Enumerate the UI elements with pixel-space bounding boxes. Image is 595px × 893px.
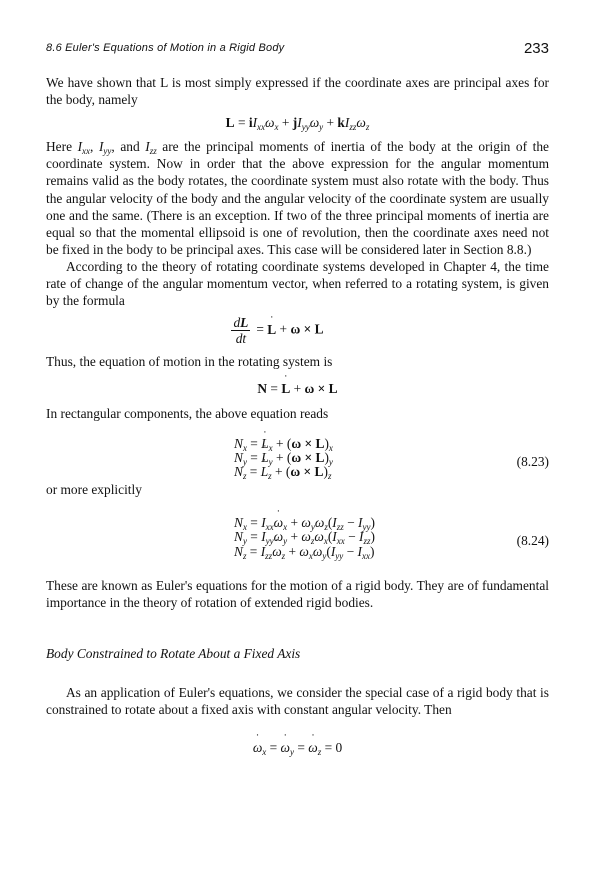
paragraph-rotating-systems: According to the theory of rotating coordinate systems developed in Chapter 4, the time rate of change of the angular momentum vector, when referred to a rotating system, is given by the formula bbox=[46, 258, 549, 309]
equation-8-24-y: $N_y = I_{yy}\omega$ $˙_y + \omega_z\omega_x(I_{xx} - I_{zz})$ bbox=[234, 530, 549, 545]
equation-8-23-x: $N_x = L$ $˙_x + (\omega \times L)_x$ bbox=[234, 437, 549, 451]
equation-angular-momentum: $L = iI_{xx}\omega_x + jI_{yy}\omega_y + kI_{zz}\omega_z$ bbox=[225, 115, 370, 133]
equation-8-23-y: $N_y = L$ $˙_y + (\omega \times L)_y$ bbox=[234, 451, 549, 465]
equation-block-8-24 bbox=[46, 516, 549, 560]
equation-8-23-z: $N_z = L$ $˙_z + (\omega \times L)_z$ bbox=[234, 465, 549, 479]
page-body bbox=[46, 74, 549, 763]
paragraph-application: As an application of Euler's equations, we consider the special case of a rigid body that is constrained to rotate about a fixed axis with constant angular velocity. Then bbox=[46, 685, 549, 718]
equation-8-24-z: $N_z = I_{zz}\omega$ $˙_z + \omega_x\omega_y(I_{yy} - I_{xx})$ bbox=[234, 545, 549, 560]
paragraph-equation-of-motion: Thus, the equation of motion in the rotating system is bbox=[46, 354, 333, 370]
equation-constant-angular-velocity: ω $˙_x = \omega$ $˙_y = \omega$ $˙_z = 0$ bbox=[46, 739, 549, 756]
paragraph-principal-moments: Here $I_{xx}$, $I_{yy}$, and $I_{zz}$ are the principal moments of inertia of the body at the origin of the coordinate system. Now in order that the above expression for the angular momentum remains valid as the body rotates, the coordinate system must also rotate with the body. Thus the angular velocity of the body and the angular velocity of the coordinate system are usually one and the same. (There is an exception. If two of the three principal moments of inertia are equal so that the momental ellipsoid is one of revolution, then the coordinate axes need not be fixed in the body to be principal axes. This case will be considered later in Section 8.8.) bbox=[46, 139, 549, 257]
running-header bbox=[46, 40, 549, 60]
paragraph-principal-moments-text: are the principal moments of inertia of the body at the origin of the coordinate system. Now in order that the above expression for the angular momentum remains valid as the body rotates, the coordinate system must also rotate with the body. Thus the angular velocity of the body and the angular velocity of the coordinate system are usually one and the same. (There is an exception. If two of the three principal moments of inertia are equal so that the momental ellipsoid is one of revolution, then the coordinate axes need not be fixed in the body to be principal axes. This case will be considered later in Section 8.8.) bbox=[46, 139, 549, 257]
equation-number-8-23: (8.23) bbox=[516, 453, 549, 469]
equation-block-8-23 bbox=[46, 437, 549, 479]
paragraph-principal-axes: We have shown that L is most simply expressed if the coordinate axes are principal axes for the body, namely bbox=[46, 75, 549, 108]
equation-8-24-x: $N_x = I_{xx}\omega$ $˙_x + \omega_y\omega_z(I_{zz} - I_{yy})$ bbox=[234, 516, 549, 531]
paragraph-rectangular-components: In rectangular components, the above equation reads bbox=[46, 406, 329, 422]
subheading-fixed-axis: Body Constrained to Rotate About a Fixed Axis bbox=[46, 646, 301, 662]
equation-torque: N = L ˙ + ω × L bbox=[46, 380, 549, 397]
equation-number-8-24: (8.24) bbox=[516, 532, 549, 548]
section-title: 8.6 Euler's Equations of Motion in a Rigid Body bbox=[46, 42, 285, 54]
paragraph-eulers-equations: These are known as Euler's equations for the motion of a rigid body. They are of fundamental importance in the theory of rotation of extended rigid bodies. bbox=[46, 578, 549, 611]
page-number: 233 bbox=[523, 40, 549, 57]
paragraph-more-explicitly: or more explicitly bbox=[46, 481, 142, 497]
equation-rotating-derivative: $\frac{dL}{dt}$ = L ˙ + ω × L bbox=[6, 315, 549, 346]
